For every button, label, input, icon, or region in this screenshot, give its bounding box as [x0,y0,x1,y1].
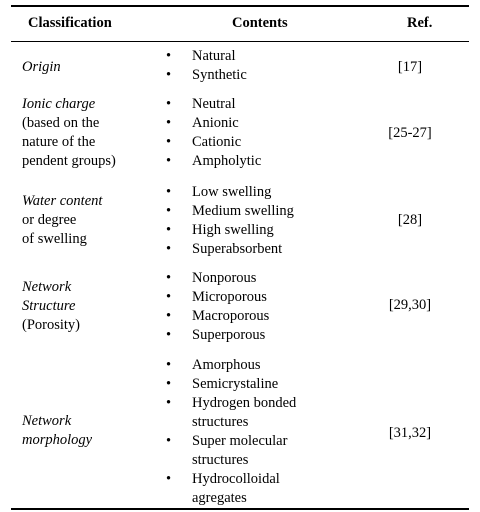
row-water-ref: [28] [397,212,423,228]
row-ionic-classification [22,95,152,171]
row-ionic-contents [166,95,336,171]
list-item: • Neutral [166,95,336,114]
classification-text: (Porosity) [22,317,80,333]
list-item-text: agregates [192,490,247,506]
list-item: • Semicrystaline [166,375,336,394]
list-item [166,394,336,432]
list-item: • High swelling [166,221,336,240]
row-structure-ref: [29,30] [388,297,432,313]
row-structure-classification [22,278,152,335]
list-item [166,470,336,508]
list-item-text: Hydrogen bonded [192,395,297,411]
row-origin-classification [22,58,152,77]
list-item: • Macroporous [166,307,336,326]
list-item-text: Hydrocolloidal [192,471,280,487]
row-morphology-classification [22,412,152,450]
classification-text: morphology [22,432,93,448]
header-ref: Ref. [407,15,433,31]
list-item: • Anionic [166,114,336,133]
list-item: • Superporous [166,326,336,345]
row-ionic-ref: [25-27] [388,125,432,141]
row-origin-ref: [17] [397,59,423,75]
list-item: • Microporous [166,288,336,307]
classification-text: Origin [22,59,61,75]
list-item: • Natural [166,47,336,66]
list-item: • Low swelling [166,183,336,202]
header-classification: Classification [28,15,112,31]
classification-text: (based on the [22,115,100,131]
row-origin-contents [166,47,336,85]
table-bottom-rule [11,508,469,510]
row-structure-contents [166,269,336,345]
header-rule [11,41,469,42]
list-item-text: Super molecular [192,433,288,449]
classification-text: Ionic charge [22,96,96,112]
list-item: • Ampholytic [166,152,336,171]
row-water-classification [22,192,152,249]
list-item: • Cationic [166,133,336,152]
classification-text: nature of the [22,134,96,150]
list-item: • Nonporous [166,269,336,288]
classification-text: Network [22,413,72,429]
row-morphology-contents [166,356,336,508]
list-item: • Amorphous [166,356,336,375]
list-item: • Medium swelling [166,202,336,221]
header-contents: Contents [232,15,288,31]
row-morphology-ref: [31,32] [388,425,432,441]
classification-text: Network [22,279,72,295]
classification-text: pendent groups) [22,153,116,169]
classification-text: Structure [22,298,76,314]
classification-text: of swelling [22,231,87,247]
table-top-rule [11,5,469,7]
list-item-text: structures [192,414,249,430]
list-item-text: structures [192,452,249,468]
classification-text: or degree [22,212,77,228]
classification-text: Water content [22,193,103,209]
list-item: • Synthetic [166,66,336,85]
list-item: • Superabsorbent [166,240,336,259]
list-item [166,432,336,470]
row-water-contents [166,183,336,259]
